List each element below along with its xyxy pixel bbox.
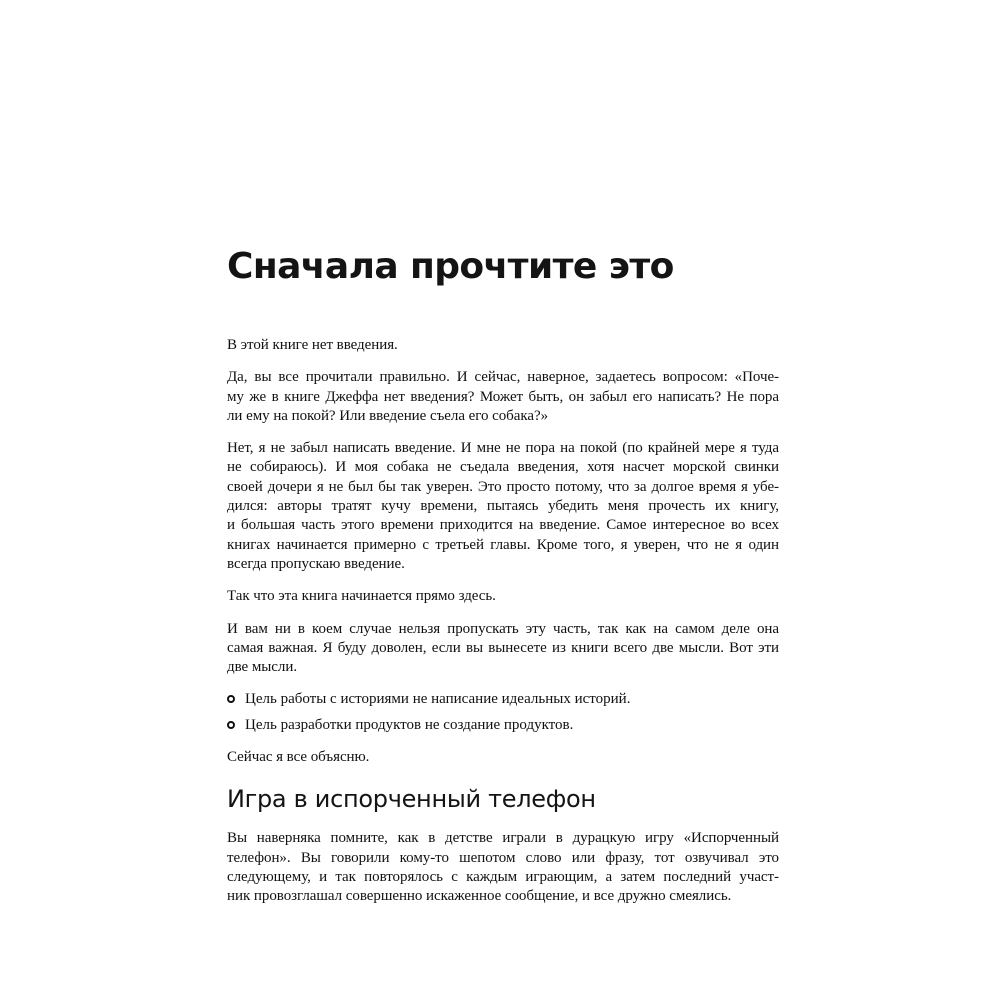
text-line: ли ему на покой? Или введение съела его собака?» [227,407,549,424]
section-title: Игра в испорченный телефон [227,785,596,814]
text-line: две мысли. [227,659,298,676]
bullet-text: Цель работы с историями не написание идеальных историй. [245,691,631,708]
paragraph [227,336,779,355]
bullet-list [227,690,779,735]
text-line: всегда пропускаю введение. [227,555,405,572]
text-line: Да, вы все прочитали правильно. И сейчас, наверное, задаетесь вопросом: «Поче- [227,369,779,386]
text-line: Так что эта книга начинается прямо здесь. [227,588,496,605]
paragraph [227,620,779,678]
text-line: своей дочери я не был бы так уверен. Это просто потому, что за долгое время я убе- [227,478,779,495]
chapter-title: Сначала прочтите это [227,246,674,287]
text-line: самая важная. Я буду доволен, если вы вынесете из книги всего две мысли. Вот эти [227,639,779,656]
paragraph [227,439,779,574]
text-line: И вам ни в коем случае нельзя пропускать эту часть, так как на самом деле она [227,620,779,637]
text-line: телефон». Вы говорили кому-то шепотом слово или фразу, тот озвучивал это [227,849,779,866]
circle-bullet-icon [227,695,235,703]
section-paragraph [227,829,779,906]
text-line: Нет, я не забыл написать введение. И мне не пора на покой (по крайней мере я туда [227,440,779,457]
circle-bullet-icon [227,721,235,729]
bullet-item [227,690,779,709]
bullet-item [227,716,779,735]
text-line: ник провозглашал совершенно искаженное сообщение, и все дружно смеялись. [227,888,732,905]
paragraph [227,587,779,606]
bullet-text: Цель разработки продуктов не создание продуктов. [245,716,574,733]
paragraph [227,368,779,426]
text-line: му же в книге Джеффа нет введения? Может быть, он забыл его написать? Не пора [227,388,779,405]
book-page [227,0,779,1000]
body-text [227,336,779,920]
text-line: В этой книге нет введения. [227,337,398,353]
text-line: следующему, и так повторялось с каждым играющим, а затем последний участ- [227,868,779,885]
text-line: дился: авторы тратят кучу времени, пытаясь убедить меня прочесть их книгу, [227,498,779,515]
closing-paragraph [227,748,779,767]
intro-paragraphs [227,336,779,677]
text-line: и большая часть этого времени приходится на введение. Самое интересное во всех [227,517,779,534]
text-line: не собираюсь). И моя собака не съедала введения, хотя насчет морской свинки [227,459,779,476]
text-line: Сейчас я все объясню. [227,749,370,766]
text-line: книгах начинается примерно с третьей главы. Кроме того, я уверен, что не я один [227,536,779,553]
text-line: Вы наверняка помните, как в детстве играли в дурацкую игру «Испорченный [227,830,779,847]
